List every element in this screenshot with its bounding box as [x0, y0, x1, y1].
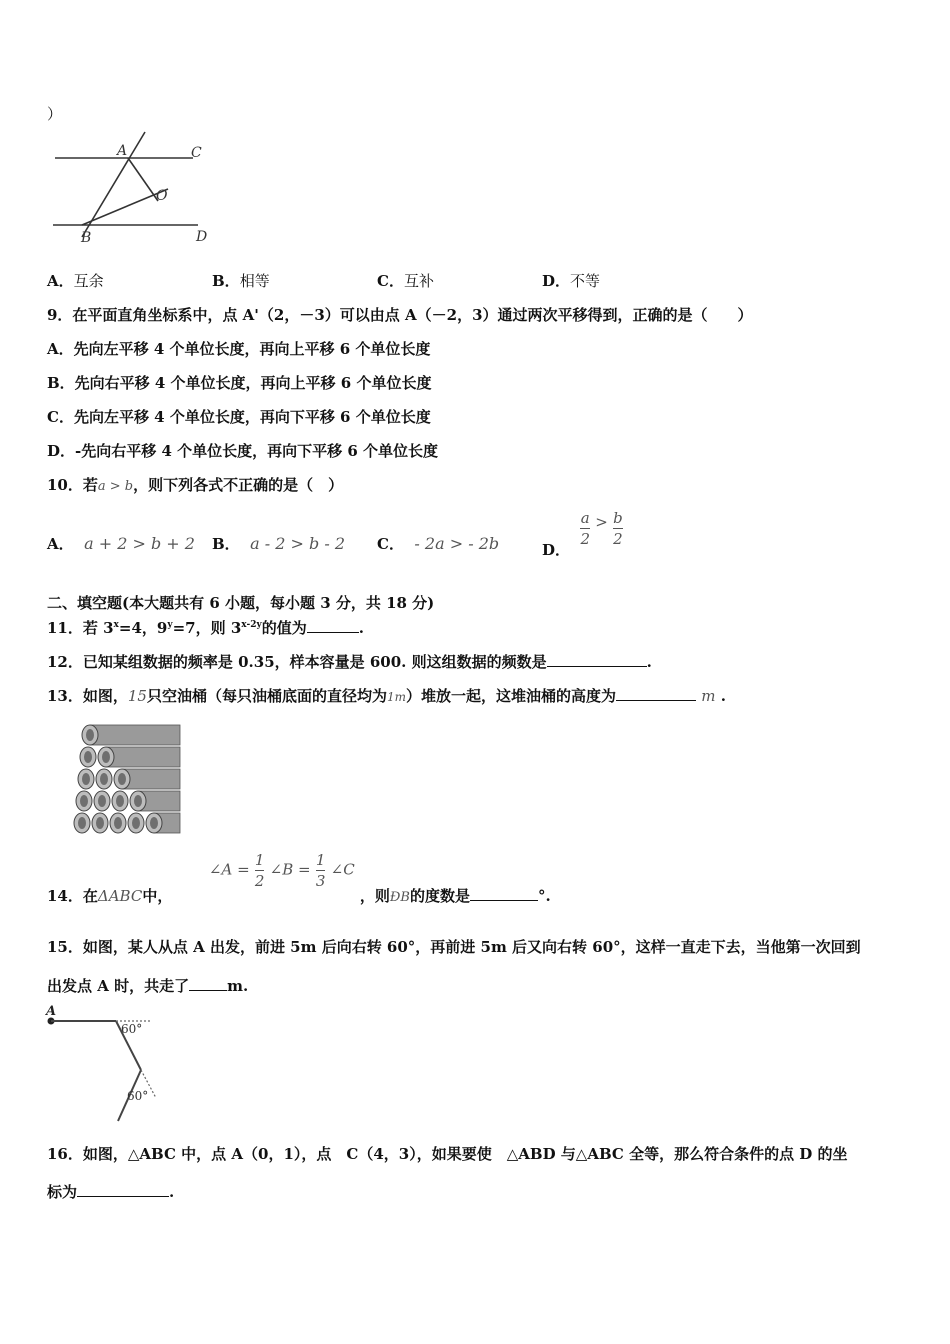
oil-drum-stack-figure	[66, 722, 188, 837]
fraction-b-over-2: $\frac{b}{2}$	[613, 509, 623, 548]
q10-option-b: B． a - 2 > b - 2	[212, 534, 346, 553]
section-2-title: 二、填空题(本大题共有 6 小题，每小题 3 分，共 18 分)	[47, 594, 435, 612]
oil-drum	[114, 769, 180, 789]
fraction-one-third: $\frac{1}{3}$	[315, 851, 326, 890]
q9-option-a: A．先向左平移 4 个单位长度，再向上平移 6 个单位长度	[47, 340, 431, 358]
oil-drum	[98, 747, 180, 767]
q8-option-c: C．互补	[377, 272, 434, 290]
label-d: D	[196, 229, 208, 245]
q8-parallel-lines-figure	[50, 125, 220, 250]
q10-option-d: D． $\frac{a}{2}$ > $\frac{b}{2}$	[542, 509, 623, 559]
label-c: C	[191, 145, 202, 161]
oil-drum	[110, 813, 126, 833]
q15-walking-path-figure	[44, 1005, 174, 1125]
angle-label-2: 60°	[127, 1089, 149, 1103]
q15-stem-line1: 15．如图，某人从点 A 出发，前进 5m 后向右转 60°，再前进 5m 后又向右转 60°，这样一直走下去，当他第一次回到	[47, 938, 861, 956]
oil-drum	[80, 747, 96, 767]
q11-answer-blank[interactable]	[307, 618, 359, 633]
q8-paren-close: ）	[47, 105, 63, 123]
q15-stem-line2: 出发点 A 时，共走了 m.	[47, 977, 249, 995]
fraction-one-half: $\frac{1}{2}$	[254, 851, 265, 890]
q12-stem: 12．已知某组数据的频率是 0.35，样本容量是 600. 则这组数据的频数是 .	[47, 653, 652, 671]
oil-drum	[78, 769, 94, 789]
angle-label-1: 60°	[121, 1022, 143, 1036]
q12-answer-blank[interactable]	[547, 652, 647, 667]
q8-option-a: A．互余	[47, 272, 104, 290]
q10-option-c: C． - 2a > - 2b	[377, 534, 500, 553]
oil-drum	[128, 813, 144, 833]
label-o: O	[156, 188, 168, 204]
oil-drum	[96, 769, 112, 789]
segment-ao	[128, 158, 158, 201]
q9-option-d: D．-先向右平移 4 个单位长度，再向下平移 6 个单位长度	[47, 442, 438, 460]
q8-option-d: D．不等	[542, 272, 601, 290]
q9-option-b: B．先向右平移 4 个单位长度，再向上平移 6 个单位长度	[47, 374, 432, 392]
label-start-a: A	[46, 1005, 57, 1019]
q10-option-a: A． a + 2 > b + 2	[47, 534, 195, 553]
q15-answer-blank[interactable]	[189, 976, 227, 991]
q8-option-b: B．相等	[212, 272, 270, 290]
oil-drum	[76, 791, 92, 811]
oil-drum	[130, 791, 180, 811]
oil-drum	[74, 813, 90, 833]
label-a: A	[117, 143, 128, 159]
q9-stem: 9．在平面直角坐标系中，点 A'（2，－3）可以由点 A（－2，3）通过两次平移得到，正确的是（ ）	[47, 306, 753, 324]
oil-drum	[94, 791, 110, 811]
q16-answer-blank[interactable]	[77, 1182, 169, 1197]
label-b: B	[81, 230, 92, 246]
fraction-a-over-2: $\frac{a}{2}$	[580, 509, 591, 548]
q16-stem-line1: 16．如图，△ABC 中，点 A（0，1），点 C（4，3），如果要使 △ABD 与△ABC 全等，那么符合条件的点 D 的坐	[47, 1145, 848, 1163]
q11-stem: 11．若 $3^x=4$，$9^y=7$，则 $3^{x-2y}$的值为 .	[47, 619, 364, 637]
oil-drum	[82, 725, 180, 745]
q16-stem-line2: 标为 .	[47, 1183, 175, 1201]
oil-drum	[112, 791, 128, 811]
q14-stem: 14．在ΔABC中， ∠A = $\frac{1}{2}$ ∠B = $\frac{1}{3}$ ∠C ，则ÐB的度数是 °.	[47, 851, 551, 905]
oil-drum	[92, 813, 108, 833]
q14-answer-blank[interactable]	[470, 886, 538, 901]
q13-answer-blank[interactable]	[616, 686, 696, 701]
q10-stem: 10．若a > b，则下列各式不正确的是（ ）	[47, 476, 344, 494]
oil-drum	[146, 813, 180, 833]
q13-stem: 13．如图，15只空油桶（每只油桶底面的直径均为1m）堆放一起，这堆油桶的高度为 m .	[47, 687, 726, 705]
q9-option-c: C．先向左平移 4 个单位长度，再向下平移 6 个单位长度	[47, 408, 431, 426]
